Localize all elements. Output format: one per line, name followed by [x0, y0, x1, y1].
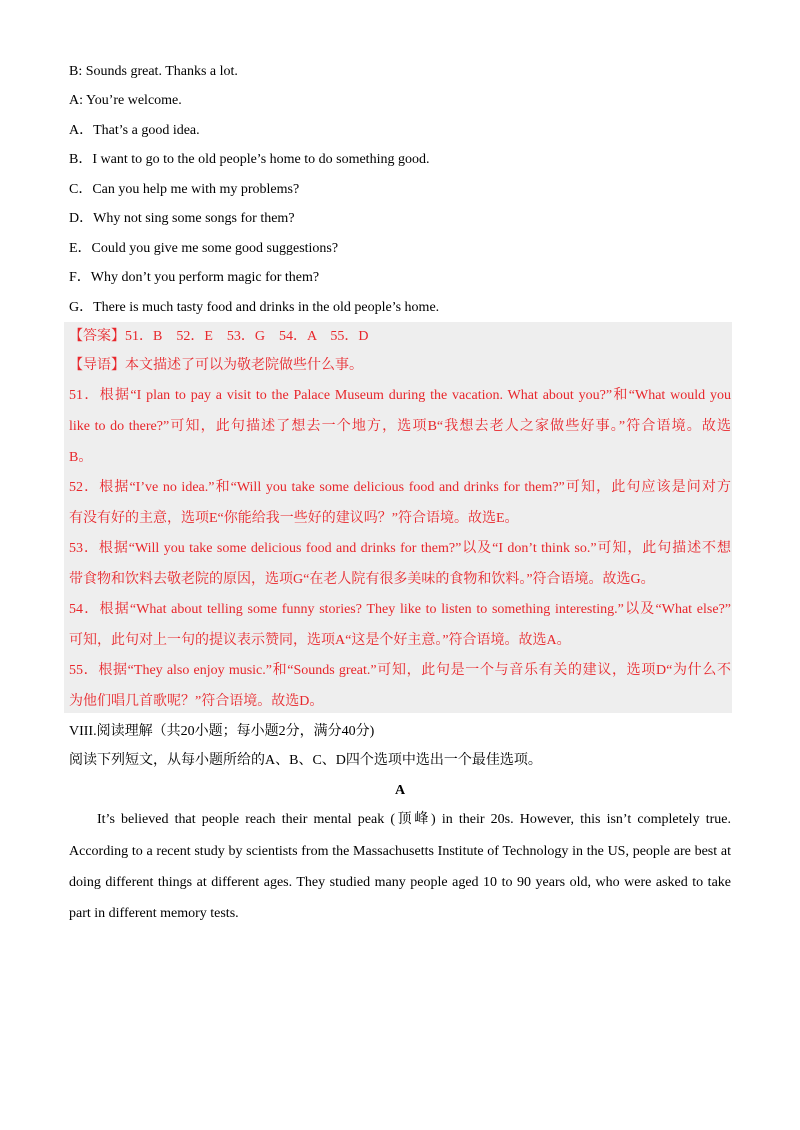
explanation-51-line1: 51．根据“I plan to pay a visit to the Palace Museum during the vacation. What about you?”和“What would you [69, 388, 731, 403]
explanation-54-line1: 54．根据“What about telling some funny stories? They like to listen to something interesting.”以及“What else?” [69, 602, 731, 617]
dialogue-b-line: B: Sounds great. Thanks a lot. [69, 64, 238, 79]
passage-line-2: According to a recent study by scientists from the Massachusetts Institute of Technology in the US, people are best at [69, 844, 731, 859]
explanation-51-line3: B。 [69, 450, 93, 465]
passage-line-4: part in different memory tests. [69, 906, 239, 921]
answer-key: 【答案】51．B 52．E 53．G 54．A 55．D [69, 329, 369, 344]
explanation-55-line1: 55．根据“They also enjoy music.”和“Sounds great.”可知，此句是一个与音乐有关的建议，选项D“为什么不 [69, 663, 731, 678]
explanation-52-line1: 52．根据“I’ve no idea.”和“Will you take some delicious food and drinks for them?”可知，此句应该是问对方 [69, 480, 731, 495]
option-g: G．There is much tasty food and drinks in the old people’s home. [69, 300, 440, 315]
answer-guide: 【导语】本文描述了可以为敬老院做些什么事。 [69, 358, 363, 373]
option-e: E．Could you give me some good suggestions? [69, 241, 339, 256]
explanation-53-line1: 53．根据“Will you take some delicious food and drinks for them?”以及“I don’t think so.”可知，此句描述不想 [69, 541, 731, 556]
passage-line-3: doing different things at different ages. They studied many people aged 10 to 90 years old, who were asked to take [69, 875, 731, 890]
option-f: F．Why don’t you perform magic for them? [69, 270, 320, 285]
dialogue-a-line: A: You’re welcome. [69, 93, 182, 108]
passage-line-1: It’s believed that people reach their mental peak (顶峰) in their 20s. However, this isn’t completely true. [97, 812, 731, 827]
option-d: D．Why not sing some songs for them? [69, 211, 295, 226]
explanation-55-line2: 为他们唱几首歌呢？”符合语境。故选D。 [69, 694, 324, 709]
explanation-52-line2: 有没有好的主意，选项E“你能给我一些好的建议吗？”符合语境。故选E。 [69, 511, 519, 526]
section-instruction: 阅读下列短文，从每小题所给的A、B、C、D四个选项中选出一个最佳选项。 [69, 753, 542, 768]
explanation-51-line2: like to do there?”可知，此句描述了想去一个地方，选项B“我想去老人之家做些好事。”符合语境。故选 [69, 419, 731, 434]
passage-label: A [394, 783, 406, 798]
option-c: C．Can you help me with my problems? [69, 182, 300, 197]
option-a: A．That’s a good idea. [69, 123, 200, 138]
section-heading: VIII.阅读理解（共20小题；每小题2分，满分40分) [69, 724, 375, 739]
explanation-54-line2: 可知，此句对上一句的提议表示赞同，选项A“这是个好主意。”符合语境。故选A。 [69, 633, 571, 648]
explanation-53-line2: 带食物和饮料去敬老院的原因，选项G“在老人院有很多美味的食物和饮料。”符合语境。故选G。 [69, 572, 655, 587]
option-b: B．I want to go to the old people’s home to do something good. [69, 152, 430, 167]
